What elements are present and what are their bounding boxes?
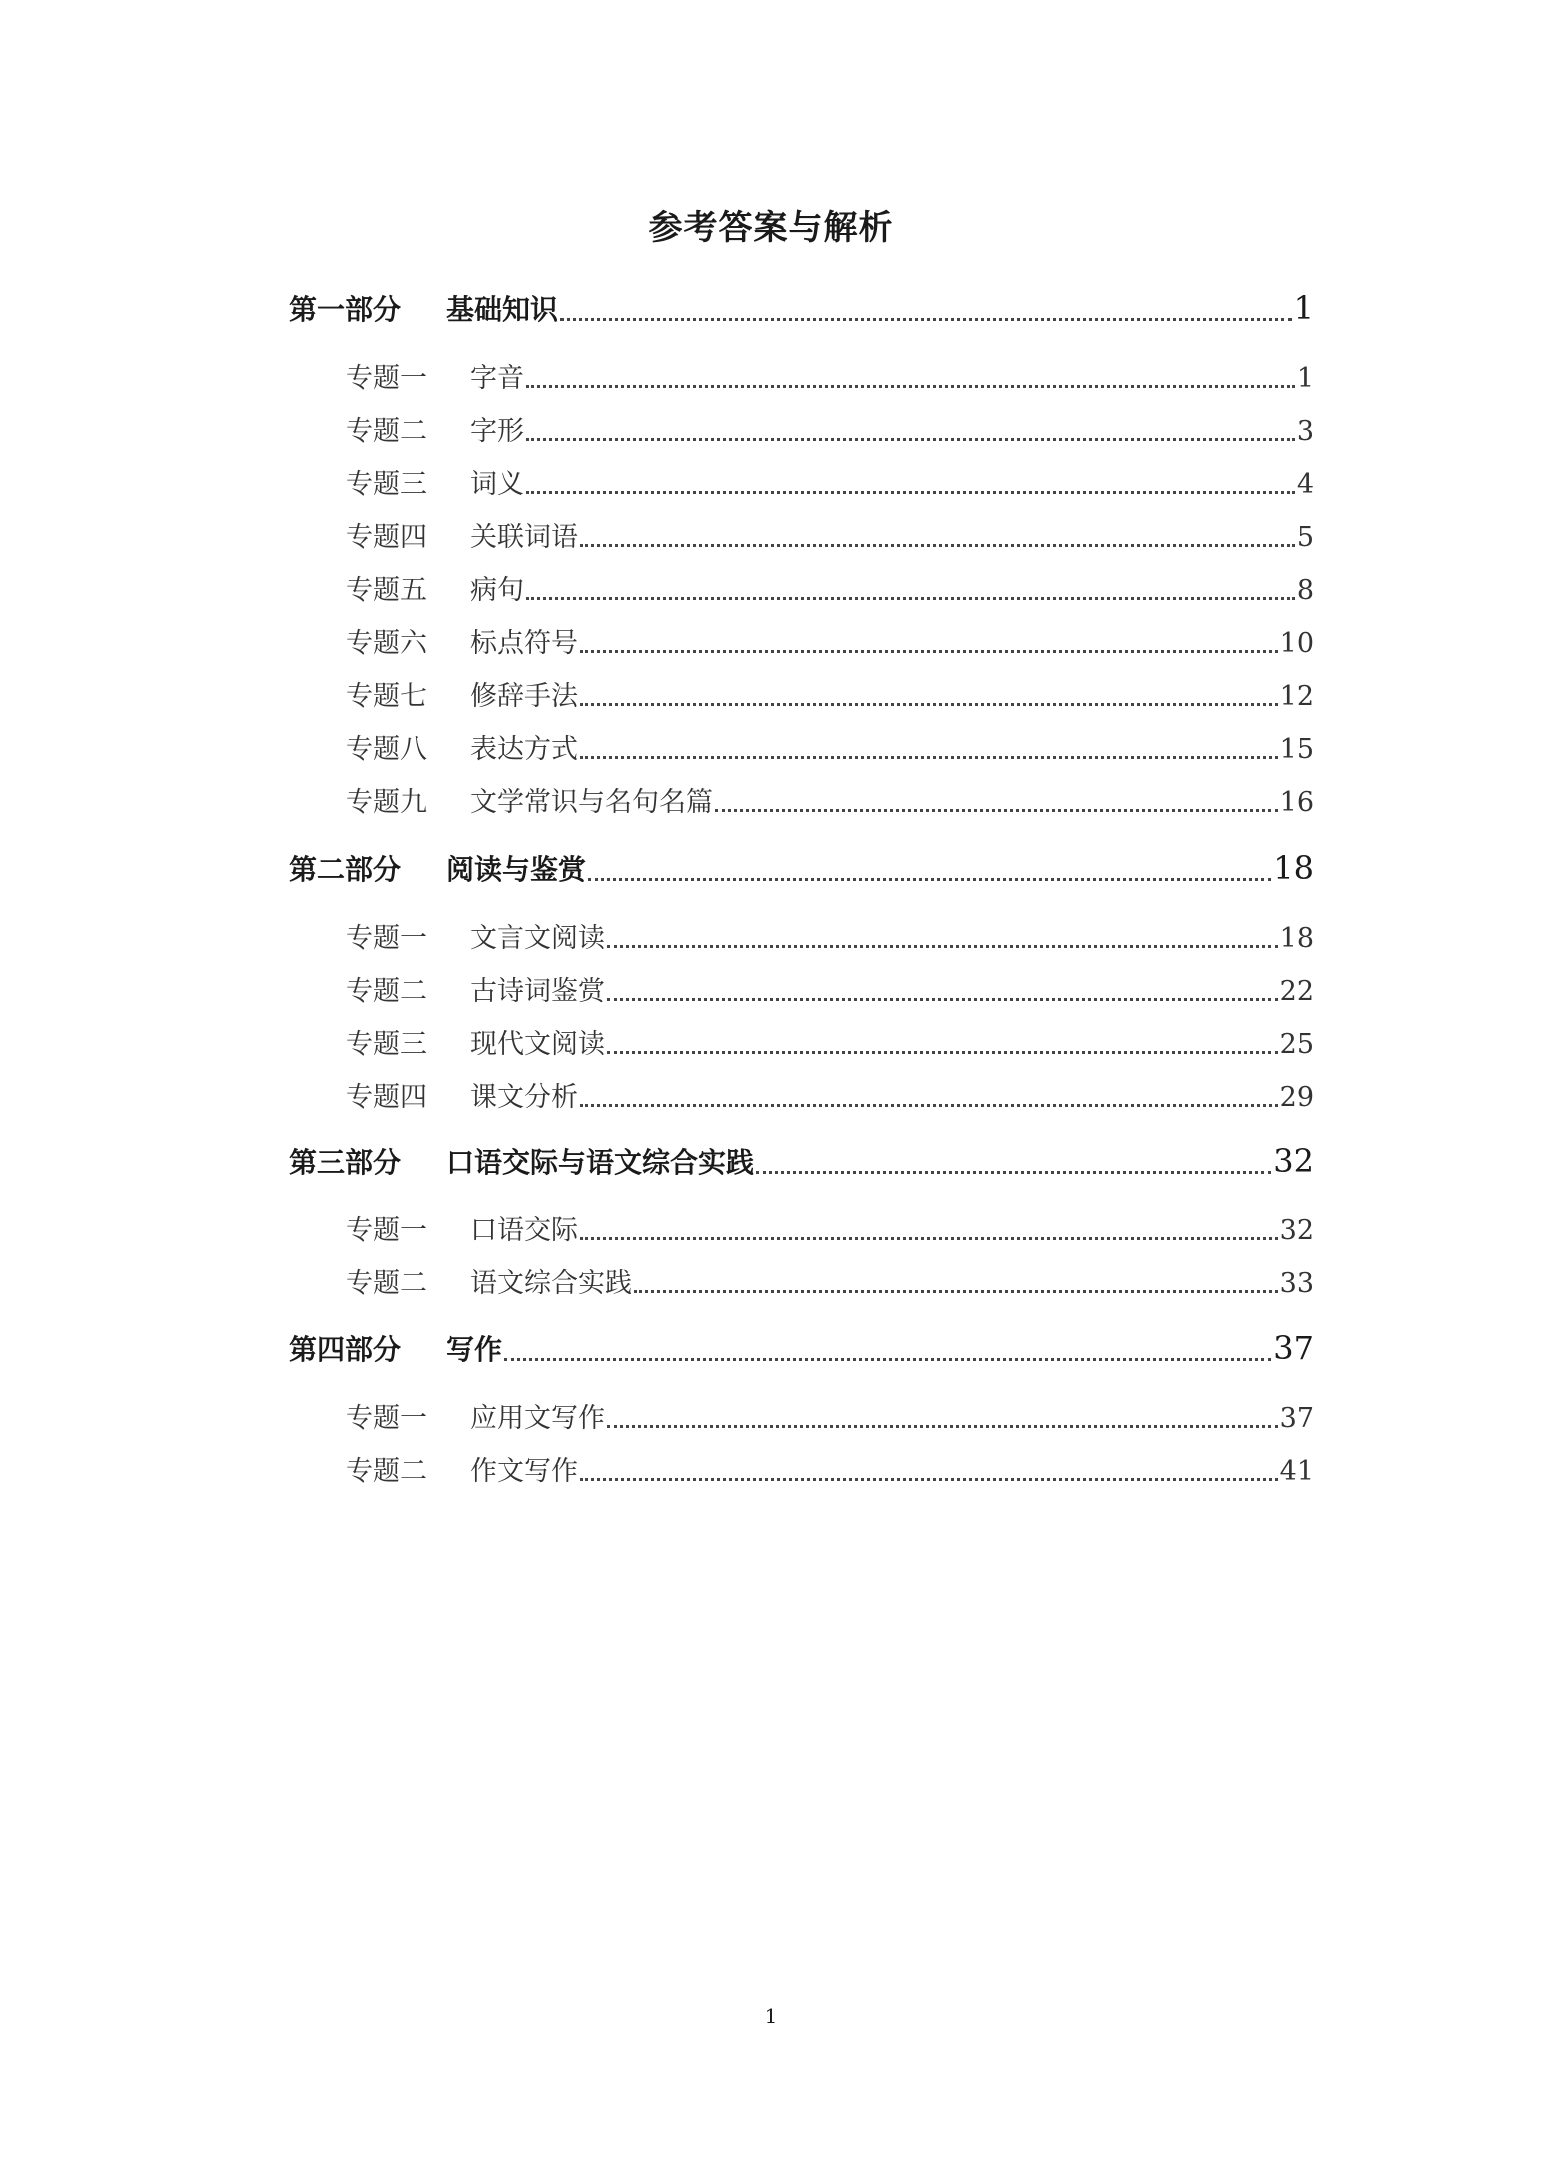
topic-page-number: 3 xyxy=(1296,416,1314,447)
leader-dots xyxy=(526,438,1295,441)
toc-topic[interactable] xyxy=(346,1449,1314,1488)
topic-label: 专题一 xyxy=(346,363,427,394)
topic-page-number: 1 xyxy=(1296,363,1314,394)
topic-name: 应用文写作 xyxy=(470,1403,605,1434)
toc-topic[interactable] xyxy=(346,1261,1314,1300)
topic-name: 口语交际 xyxy=(470,1215,578,1246)
topic-label: 专题二 xyxy=(346,1268,427,1299)
leader-dots xyxy=(580,1237,1278,1240)
toc-topic[interactable] xyxy=(346,1396,1314,1435)
leader-dots xyxy=(560,318,1292,321)
part-label: 第三部分 xyxy=(289,1146,402,1179)
topic-name: 现代文阅读 xyxy=(470,1029,605,1060)
toc-topic[interactable] xyxy=(346,621,1314,660)
toc-part-3[interactable] xyxy=(289,1141,1314,1181)
topic-label: 专题四 xyxy=(346,1082,427,1113)
part-label: 第二部分 xyxy=(289,853,402,886)
topic-name: 作文写作 xyxy=(470,1456,578,1487)
topic-name: 古诗词鉴赏 xyxy=(470,976,605,1007)
topic-name: 标点符号 xyxy=(470,628,578,659)
toc-topic[interactable] xyxy=(346,727,1314,766)
part-page-number: 1 xyxy=(1293,289,1314,327)
part-page-number: 37 xyxy=(1273,1329,1314,1367)
topic-name: 关联词语 xyxy=(470,522,578,553)
topic-name: 文言文阅读 xyxy=(470,923,605,954)
topic-page-number: 37 xyxy=(1279,1403,1314,1434)
footer-page-number: 1 xyxy=(764,2004,778,2028)
leader-dots xyxy=(588,878,1271,881)
topic-name: 修辞手法 xyxy=(470,681,578,712)
part-name: 阅读与鉴赏 xyxy=(446,853,587,886)
topic-page-number: 18 xyxy=(1279,923,1314,954)
topic-label: 专题五 xyxy=(346,575,427,606)
topic-label: 专题八 xyxy=(346,734,427,765)
page-title: 参考答案与解析 xyxy=(648,208,894,248)
topic-label: 专题一 xyxy=(346,923,427,954)
part-label: 第一部分 xyxy=(289,293,402,326)
toc-topic[interactable] xyxy=(346,462,1314,501)
leader-dots xyxy=(580,1104,1278,1107)
toc-part-1[interactable] xyxy=(289,288,1314,328)
leader-dots xyxy=(526,491,1295,494)
topic-page-number: 41 xyxy=(1279,1456,1314,1487)
toc-topic[interactable] xyxy=(346,409,1314,448)
topic-page-number: 15 xyxy=(1279,734,1314,765)
part-page-number: 32 xyxy=(1273,1142,1314,1180)
topic-page-number: 10 xyxy=(1279,628,1314,659)
leader-dots xyxy=(580,703,1278,706)
topic-label: 专题二 xyxy=(346,416,427,447)
part-name: 写作 xyxy=(446,1333,503,1366)
topic-page-number: 32 xyxy=(1279,1215,1314,1246)
leader-dots xyxy=(607,1425,1278,1428)
part-label: 第四部分 xyxy=(289,1333,402,1366)
leader-dots xyxy=(607,1051,1278,1054)
topic-page-number: 4 xyxy=(1296,469,1314,500)
topic-label: 专题六 xyxy=(346,628,427,659)
leader-dots xyxy=(756,1171,1271,1174)
topic-label: 专题七 xyxy=(346,681,427,712)
toc-part-4[interactable] xyxy=(289,1328,1314,1368)
topic-name: 文学常识与名句名篇 xyxy=(470,787,713,818)
topic-page-number: 25 xyxy=(1279,1029,1314,1060)
topic-label: 专题三 xyxy=(346,1029,427,1060)
topic-page-number: 5 xyxy=(1296,522,1314,553)
leader-dots xyxy=(580,650,1278,653)
topic-label: 专题一 xyxy=(346,1403,427,1434)
toc-topic[interactable] xyxy=(346,969,1314,1008)
topic-name: 表达方式 xyxy=(470,734,578,765)
topic-label: 专题三 xyxy=(346,469,427,500)
toc-topic[interactable] xyxy=(346,568,1314,607)
toc-part-2[interactable] xyxy=(289,848,1314,888)
topic-page-number: 22 xyxy=(1279,976,1314,1007)
leader-dots xyxy=(715,809,1278,812)
leader-dots xyxy=(580,544,1295,547)
part-name: 基础知识 xyxy=(446,293,559,326)
topic-page-number: 16 xyxy=(1279,787,1314,818)
topic-name: 语文综合实践 xyxy=(470,1268,632,1299)
toc-topic[interactable] xyxy=(346,916,1314,955)
leader-dots xyxy=(607,945,1278,948)
topic-name: 课文分析 xyxy=(470,1082,578,1113)
leader-dots xyxy=(504,1358,1271,1361)
toc-topic[interactable] xyxy=(346,1208,1314,1247)
leader-dots xyxy=(526,385,1295,388)
leader-dots xyxy=(580,756,1278,759)
topic-label: 专题四 xyxy=(346,522,427,553)
leader-dots xyxy=(634,1290,1278,1293)
toc-topic[interactable] xyxy=(346,780,1314,819)
topic-page-number: 12 xyxy=(1279,681,1314,712)
leader-dots xyxy=(526,597,1295,600)
topic-name: 字音 xyxy=(470,363,524,394)
topic-name: 病句 xyxy=(470,575,524,606)
topic-name: 词义 xyxy=(470,469,524,500)
topic-label: 专题九 xyxy=(346,787,427,818)
toc-topic[interactable] xyxy=(346,1022,1314,1061)
leader-dots xyxy=(580,1478,1278,1481)
topic-label: 专题一 xyxy=(346,1215,427,1246)
toc-topic[interactable] xyxy=(346,1075,1314,1114)
topic-page-number: 33 xyxy=(1279,1268,1314,1299)
topic-name: 字形 xyxy=(470,416,524,447)
toc-topic[interactable] xyxy=(346,515,1314,554)
toc-topic[interactable] xyxy=(346,356,1314,395)
topic-label: 专题二 xyxy=(346,976,427,1007)
topic-label: 专题二 xyxy=(346,1456,427,1487)
toc-topic[interactable] xyxy=(346,674,1314,713)
topic-page-number: 29 xyxy=(1279,1082,1314,1113)
leader-dots xyxy=(607,998,1278,1001)
topic-page-number: 8 xyxy=(1296,575,1314,606)
part-name: 口语交际与语文综合实践 xyxy=(446,1146,755,1179)
part-page-number: 18 xyxy=(1273,849,1314,887)
